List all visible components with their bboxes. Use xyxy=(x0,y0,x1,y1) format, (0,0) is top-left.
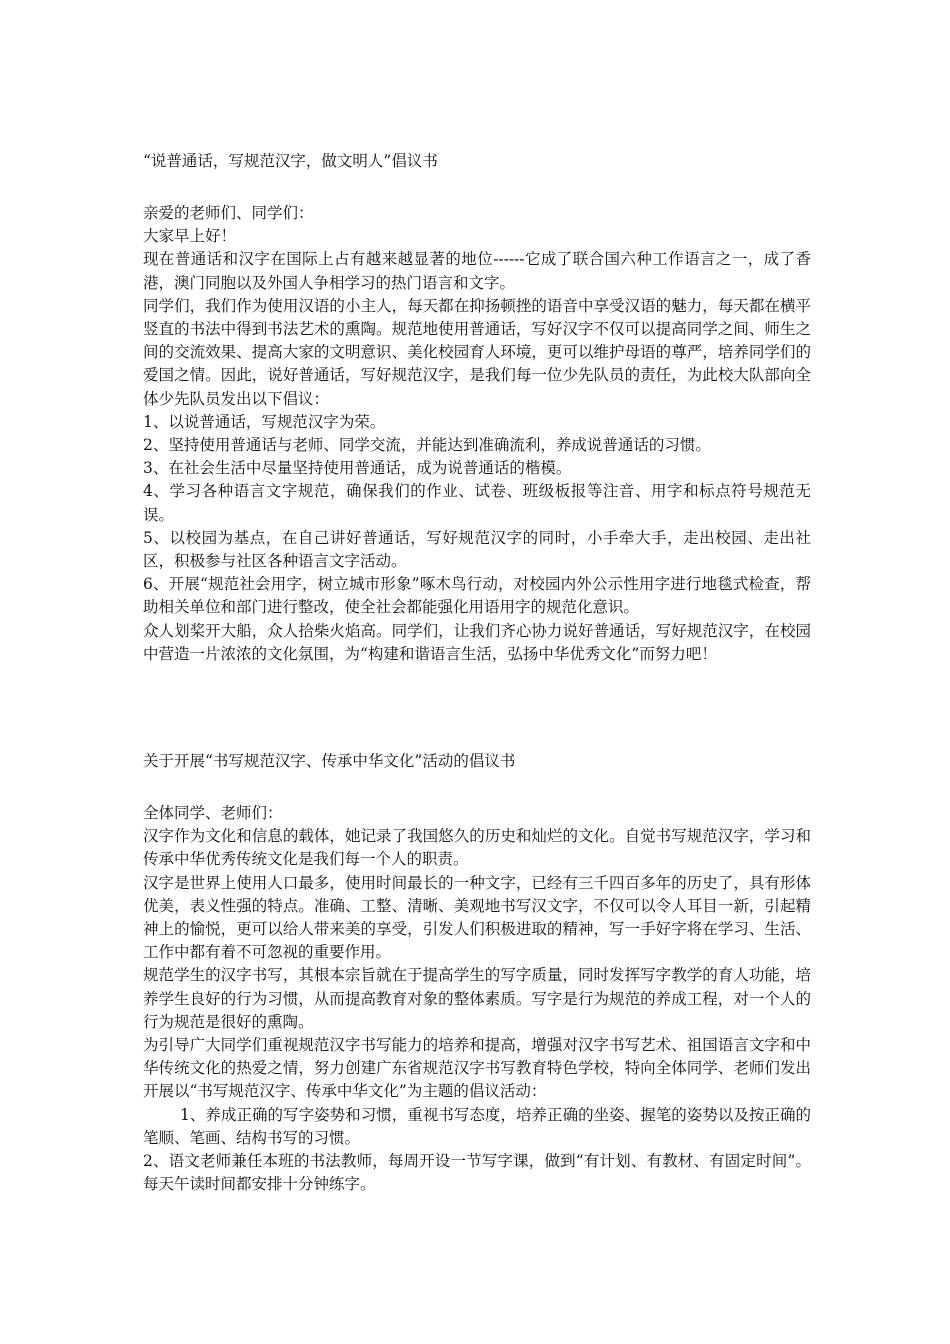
doc2-paragraph: 为引导广大同学们重视规范汉字书写能力的培养和提高，增强对汉字书写艺术、祖国语言文字和中华传统文化的热爱之情，努力创建广东省规范汉字书写教育特色学校，特向全体同学、老师们发出开展以“书写规范汉字、传承中华文化”为主题的倡议活动： xyxy=(143,1036,811,1101)
doc1-salutation: 亲爱的老师们、同学们： xyxy=(143,204,314,222)
doc1-paragraph: 现在普通话和汉字在国际上占有越来越显著的地位------它成了联合国六种工作语言之一，成了香港，澳门同胞以及外国人争相学习的热门语言和文字。 xyxy=(143,250,811,292)
doc1-closing: 众人划桨开大船，众人拾柴火焰高。同学们，让我们齐心协力说好普通话，写好规范汉字，在校园中营造一片浓浓的文化氛围，为“构建和谐语言生活，弘扬中华优秀文化”而努力吧！ xyxy=(143,621,811,663)
doc2-paragraph: 汉字作为文化和信息的载体，她记录了我国悠久的历史和灿烂的文化。自觉书写规范汉字，学习和传承中华优秀传统文化是我们每一个人的职责。 xyxy=(143,827,811,869)
doc1-title: “说普通话，写规范汉字，做文明人”倡议书 xyxy=(143,152,438,170)
doc1-proposal-item: 3、在社会生活中尽量坚持使用普通话，成为说普通话的楷模。 xyxy=(143,459,572,478)
doc1-proposal-item: 1、以说普通话，写规范汉字为荣。 xyxy=(143,412,386,431)
doc1-proposal-item: 4、学习各种语言文字规范，确保我们的作业、试卷、班级板报等注音、用字和标点符号规范无误。 xyxy=(143,482,811,524)
doc1-paragraph: 同学们，我们作为使用汉语的小主人，每天都在抑扬顿挫的语音中享受汉语的魅力，每天都在横平竖直的书法中得到书法艺术的熏陶。规范地使用普通话，写好汉字不仅可以提高同学之间、师生之间的交流效果、提高大家的文明意识、美化校园育人环境，更可以维护母语的尊严，培养同学们的爱国之情。因此，说好普通话，写好规范汉字，是我们每一位少先队员的责任，为此校大队部向全体少先队员发出以下倡议： xyxy=(143,296,811,408)
doc2-body xyxy=(143,802,811,1196)
doc2-title: 关于开展“书写规范汉字、传承中华文化”活动的倡议书 xyxy=(143,752,516,770)
doc1-greeting: 大家早上好！ xyxy=(143,227,237,246)
doc1-proposal-item: 6、开展“规范社会用字，树立城市形象”啄木鸟行动，对校园内外公示性用字进行地毯式检查，帮助相关单位和部门进行整改，使全社会都能强化用语用字的规范化意识。 xyxy=(143,575,811,617)
doc2-salutation: 全体同学、老师们： xyxy=(143,804,283,822)
doc2-proposal-item: 1、养成正确的写字姿势和习惯，重视书写态度，培养正确的坐姿、握笔的姿势以及按正确的笔顺、笔画、结构书写的习惯。 xyxy=(143,1105,811,1147)
doc1-body xyxy=(143,202,811,666)
doc2-paragraph: 汉字是世界上使用人口最多，使用时间最长的一种文字，已经有三千四百多年的历史了，具有形体优美，表义性强的特点。准确、工整、清晰、美观地书写汉文字，不仅可以令人耳目一新，引起精神上的愉悦，更可以给人带来美的享受，引发人们积极进取的精神，写一手好字将在学习、生活、工作中都有着不可忽视的重要作用。 xyxy=(143,873,811,962)
doc2-proposal-item: 2、语文老师兼任本班的书法教师，每周开设一节写字课，做到“有计划、有教材、有固定时间”。每天午读时间都安排十分钟练字。 xyxy=(143,1152,811,1194)
doc2-paragraph: 规范学生的汉字书写，其根本宗旨就在于提高学生的写字质量，同时发挥写字教学的育人功能，培养学生良好的行为习惯，从而提高教育对象的整体素质。写字是行为规范的养成工程，对一个人的行为规范是很好的熏陶。 xyxy=(143,966,811,1031)
doc1-proposal-item: 2、坚持使用普通话与老师、同学交流，并能达到准确流利，养成说普通话的习惯。 xyxy=(143,436,711,455)
doc1-proposal-item: 5、以校园为基点，在自己讲好普通话，写好规范汉字的同时，小手牵大手，走出校园、走出社区，积极参与社区各种语言文字活动。 xyxy=(143,528,811,571)
